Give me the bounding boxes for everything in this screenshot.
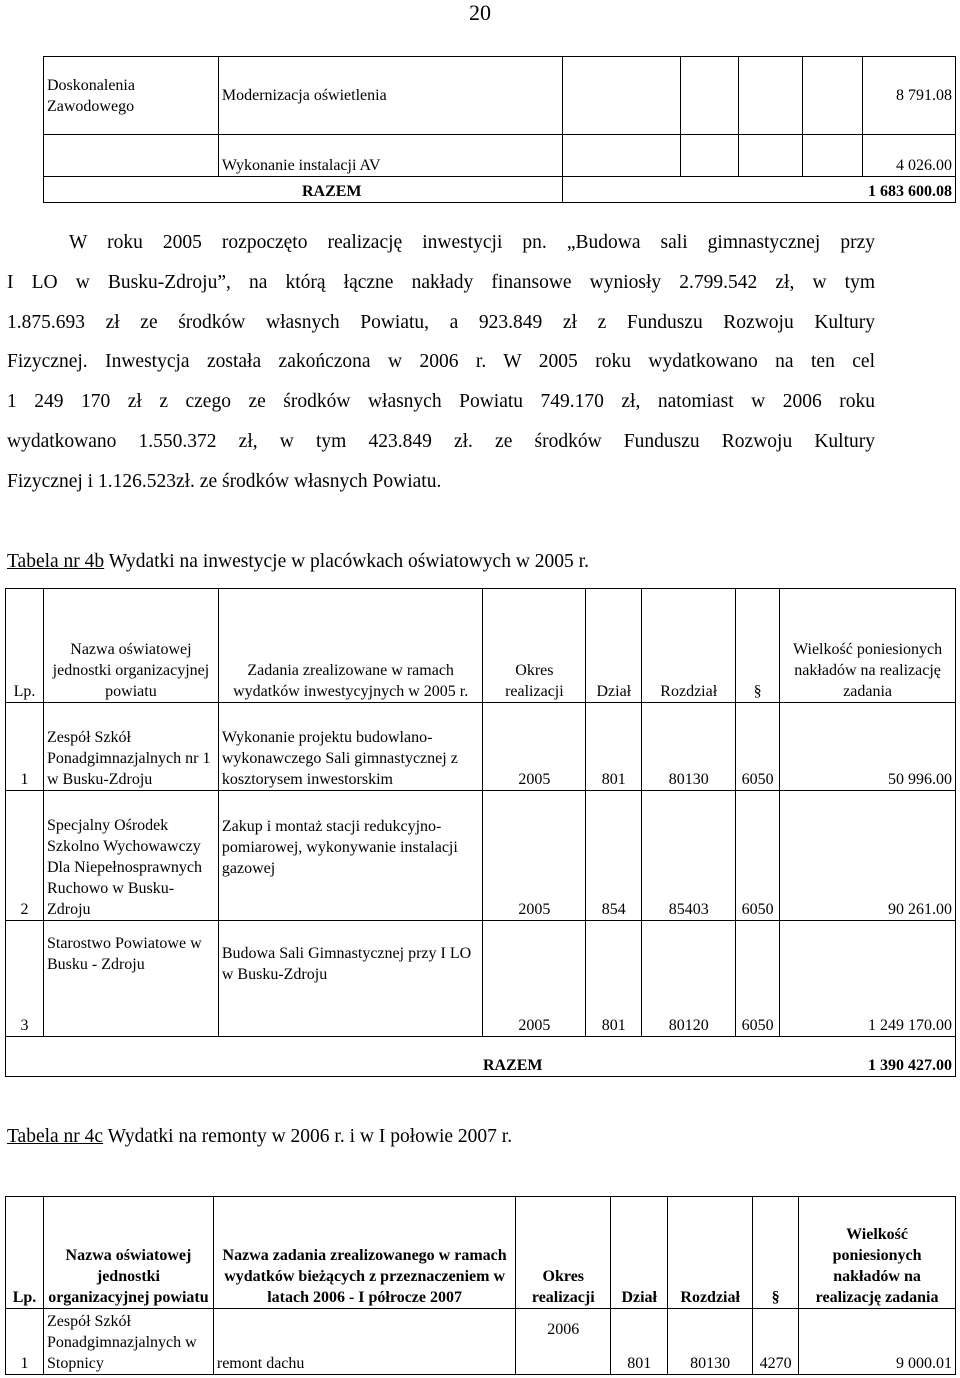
table-row — [44, 57, 956, 135]
header-period: Okres realizacji — [516, 1197, 611, 1309]
period-cell: 2005 — [483, 703, 586, 791]
dzial-cell: 854 — [586, 791, 642, 921]
table-4b-caption — [7, 550, 589, 574]
lp-cell: 1 — [6, 703, 44, 791]
total-value: 1 390 427.00 — [642, 1037, 956, 1077]
paragraph-line: I LO w Busku-Zdroju”, na którą łączne nakłady finansowe wyniosły 2.799.542 zł, w tym — [7, 271, 875, 293]
amount-cell: 8 791.08 — [863, 57, 956, 135]
header-rozdzial: Rozdział — [668, 1197, 753, 1309]
header-lp: Lp. — [6, 1197, 44, 1309]
task-cell: Wykonanie instalacji AV — [218, 135, 563, 177]
paragraph-cell: 6050 — [736, 791, 780, 921]
table-row — [6, 791, 956, 921]
header-row — [6, 1197, 956, 1309]
total-label: RAZEM — [483, 1037, 642, 1077]
paragraph-line: 1 249 170 zł z czego ze środków własnych Powiatu 749.170 zł, natomiast w 2006 roku — [7, 391, 875, 413]
paragraph-line: Fizycznej i 1.126.523zł. ze środków własnych Powiatu. — [7, 470, 442, 492]
period-cell: 2006 — [516, 1309, 611, 1375]
lp-cell: 2 — [6, 791, 44, 921]
amount-cell: 1 249 170.00 — [780, 921, 956, 1037]
header-period: Okres realizacji — [483, 589, 586, 703]
lp-cell: 3 — [6, 921, 44, 1037]
rozdzial-cell: 80120 — [642, 921, 736, 1037]
header-dzial: Dział — [611, 1197, 668, 1309]
unit-cell: Zespół Szkół Ponadgimnazjalnych nr 1 w Busku-Zdroju — [43, 703, 218, 791]
period-cell: 2005 — [483, 921, 586, 1037]
table-row — [6, 703, 956, 791]
total-row — [44, 177, 956, 203]
table-top — [43, 56, 956, 203]
paragraph-line: 1.875.693 zł ze środków własnych Powiatu, a 923.849 zł z Funduszu Rozwoju Kultury — [7, 311, 875, 333]
rozdzial-cell: 80130 — [642, 703, 736, 791]
paragraph-line: wydatkowano 1.550.372 zł, w tym 423.849 zł. ze środków Funduszu Rozwoju Kultury — [7, 430, 875, 452]
header-rozdzial: Rozdział — [642, 589, 736, 703]
header-unit: Nazwa oświatowej jednostki organizacyjnej powiatu — [43, 589, 218, 703]
caption-text: Wydatki na remonty w 2006 r. i w I połowie 2007 r. — [103, 1126, 513, 1147]
total-row — [6, 1037, 956, 1077]
task-cell: Budowa Sali Gimnastycznej przy I LO w Busku-Zdroju — [218, 921, 483, 1037]
table-4c — [5, 1196, 956, 1375]
dzial-cell: 801 — [611, 1309, 668, 1375]
caption-label: Tabela nr 4c — [7, 1126, 104, 1147]
body-paragraph — [7, 223, 875, 502]
rozdzial-cell: 80130 — [668, 1309, 753, 1375]
amount-cell: 50 996.00 — [780, 703, 956, 791]
table-row — [6, 921, 956, 1037]
table-row — [6, 1309, 956, 1375]
unit-cell: Doskonalenia Zawodowego — [44, 57, 219, 135]
task-cell: remont dachu — [213, 1309, 515, 1375]
amount-cell: 9 000.01 — [799, 1309, 956, 1375]
dzial-cell: 801 — [586, 703, 642, 791]
table-4c-caption — [7, 1125, 512, 1149]
unit-cell: Specjalny Ośrodek Szkolno Wychowawczy Dla Niepełnosprawnych Ruchowo w Busku-Zdroju — [43, 791, 218, 921]
header-paragraph: § — [753, 1197, 799, 1309]
unit-cell — [44, 135, 219, 177]
header-row — [6, 589, 956, 703]
lp-cell: 1 — [6, 1309, 44, 1375]
header-amount: Wielkość poniesionych nakładów na realizację zadania — [780, 589, 956, 703]
page-number: 20 — [469, 0, 491, 25]
caption-text: Wydatki na inwestycje w placówkach oświatowych w 2005 r. — [104, 551, 589, 572]
amount-cell: 4 026.00 — [863, 135, 956, 177]
header-lp: Lp. — [6, 589, 44, 703]
header-paragraph: § — [736, 589, 780, 703]
paragraph-cell: 6050 — [736, 921, 780, 1037]
header-task: Nazwa zadania zrealizowanego w ramach wydatków bieżących z przeznaczeniem w latach 2006 - I półrocze 2007 — [213, 1197, 515, 1309]
unit-cell: Starostwo Powiatowe w Busku - Zdroju — [43, 921, 218, 1037]
header-amount: Wielkość poniesionych nakładów na realizację zadania — [799, 1197, 956, 1309]
header-task: Zadania zrealizowane w ramach wydatków inwestycyjnych w 2005 r. — [218, 589, 483, 703]
task-cell: Wykonanie projektu budowlano-wykonawczego Sali gimnastycznej z kosztorysem inwestorskim — [218, 703, 483, 791]
table-4b — [5, 588, 956, 1077]
task-cell: Modernizacja oświetlenia — [218, 57, 563, 135]
dzial-cell: 801 — [586, 921, 642, 1037]
paragraph-cell: 4270 — [753, 1309, 799, 1375]
paragraph-cell: 6050 — [736, 703, 780, 791]
total-label: RAZEM — [301, 183, 362, 200]
task-cell: Zakup i montaż stacji redukcyjno-pomiarowej, wykonywanie instalacji gazowej — [218, 791, 483, 921]
unit-cell: Zespół Szkół Ponadgimnazjalnych w Stopnicy — [43, 1309, 213, 1375]
amount-cell: 90 261.00 — [780, 791, 956, 921]
table-row — [44, 135, 956, 177]
header-dzial: Dział — [586, 589, 642, 703]
header-unit: Nazwa oświatowej jednostki organizacyjnej powiatu — [43, 1197, 213, 1309]
period-cell: 2005 — [483, 791, 586, 921]
caption-label: Tabela nr 4b — [7, 551, 105, 572]
paragraph-line: Fizycznej. Inwestycja została zakończona w 2006 r. W 2005 roku wydatkowano na ten cel — [7, 351, 875, 373]
total-value: 1 683 600.08 — [563, 177, 956, 203]
paragraph-line: W roku 2005 rozpoczęto realizację inwestycji pn. „Budowa sali gimnastycznej przy — [69, 232, 875, 253]
rozdzial-cell: 85403 — [642, 791, 736, 921]
